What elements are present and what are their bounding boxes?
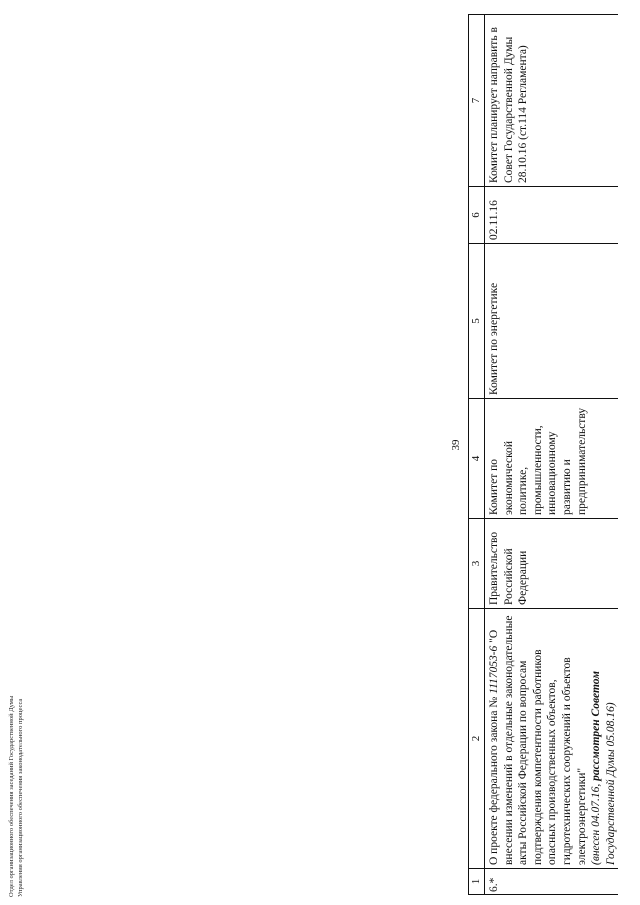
column-header-4: 4 [469, 399, 485, 519]
column-number-row [469, 15, 485, 895]
column-header-3: 3 [469, 519, 485, 609]
co-committee-cell: Комитет по энергетике [485, 244, 619, 399]
page-number: 39 [450, 439, 462, 451]
footer-line-1: Отдел организационного обеспечения заседаний Государственной Думы [8, 695, 15, 897]
main-committee-cell: Комитет по экономической политике, промышленности, инновационному развитию и предпринимательству [485, 399, 619, 519]
footer [8, 696, 25, 897]
bill-note-close: Государственной Думы 05.08.16) [604, 702, 617, 865]
bill-number: 1117053-6 [488, 645, 500, 694]
bill-title-body: "О внесении изменений в отдельные законодательные акты Российской Федерации по вопросам подтверждения компетентности работников опасных производственных объектов, гидротехнических сооружений и объектов электроэнергетики" [488, 615, 588, 865]
bill-note-open: (внесен 04.07.16, [590, 780, 603, 865]
status-cell: Комитет планирует направить в Совет Государственной Думы 28.10.16 (ст.114 Регламента) [485, 15, 619, 187]
bill-title-lead: О проекте федерального закона № [488, 693, 500, 865]
column-header-5: 5 [469, 244, 485, 399]
date-cell: 02.11.16 [485, 187, 619, 244]
column-header-6: 6 [469, 187, 485, 244]
column-header-1: 1 [469, 869, 485, 895]
table-row [485, 15, 619, 895]
footer-line-2: Управления организационного обеспечения законодательного процесса [16, 698, 24, 897]
row-number: 6.* [485, 869, 619, 895]
column-header-2: 2 [469, 609, 485, 869]
column-header-7: 7 [469, 15, 485, 187]
legislation-table [468, 14, 618, 895]
bill-note-bold: рассмотрен Советом [590, 671, 603, 781]
bill-description-cell [485, 609, 619, 869]
initiator-cell: Правительство Российской Федерации [485, 519, 619, 609]
